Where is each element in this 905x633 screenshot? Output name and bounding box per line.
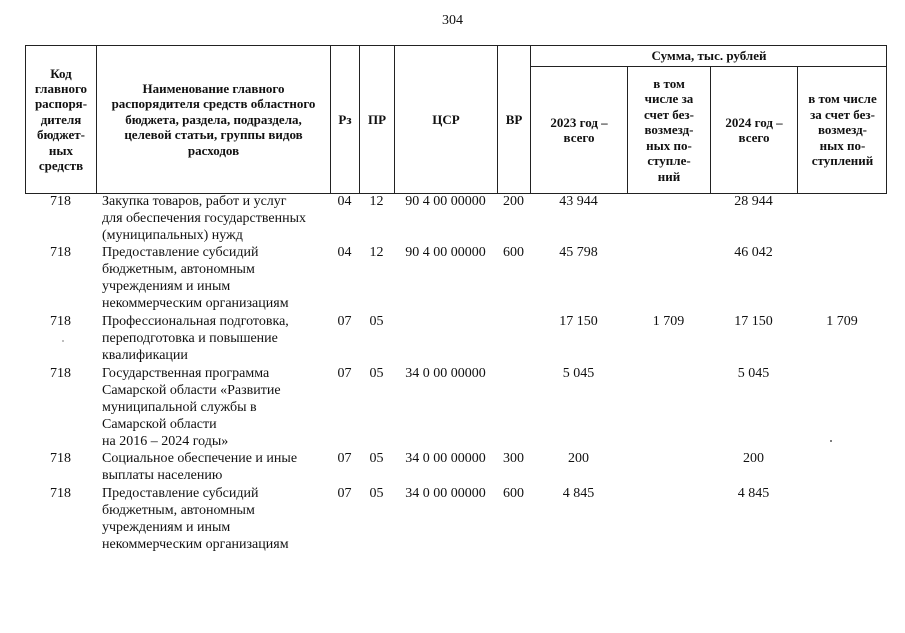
cell-csr: 34 0 00 00000 (405, 366, 486, 381)
cell-y2023: 17 150 (559, 314, 598, 329)
cell-vr: 300 (503, 451, 524, 466)
cell-vr: 600 (503, 245, 524, 260)
cell-y2024: 5 045 (737, 366, 770, 381)
cell-rz: 07 (337, 486, 352, 501)
header-2023-free: в том числе за счет без-возмезд-ных по-ступле-ний (644, 76, 694, 184)
cell-y2023: 5 045 (562, 366, 595, 381)
cell-name: Государственная программа Самарской области «Развитие муниципальной службы в Самарской области на 2016 – 2024 годы» (102, 366, 281, 449)
cell-y2023: 200 (568, 451, 589, 466)
cell-y2024: 28 944 (734, 194, 773, 209)
cell-rz: 04 (337, 245, 352, 260)
cell-pr: 05 (369, 486, 384, 501)
header-pr: ПР (367, 111, 387, 127)
cell-rz: 04 (337, 194, 352, 209)
header-sum-group: Сумма, тыс. рублей (651, 48, 767, 64)
cell-pr: 05 (369, 366, 384, 381)
header-2024-total: 2024 год – всего (725, 114, 783, 145)
header-code: Код главного распоря-дителя бюджет-ных средств (34, 65, 88, 174)
cell-y2024-free: 1 709 (826, 314, 858, 329)
cell-name: Социальное обеспечение и иные выплаты населению (102, 451, 298, 483)
cell-csr: 90 4 00 00000 (405, 245, 486, 260)
cell-rz: 07 (337, 366, 352, 381)
cell-y2023: 45 798 (559, 245, 598, 260)
header-rz: Рз (338, 111, 352, 127)
cell-name: Предоставление субсидий бюджетным, автономным учреждениям и иным некоммерческим организациям (102, 245, 289, 311)
cell-csr: 34 0 00 00000 (405, 486, 486, 501)
cell-y2024: 200 (743, 451, 764, 466)
cell-rz: 07 (337, 451, 352, 466)
cell-pr: 05 (369, 314, 384, 329)
cell-name: Предоставление субсидий бюджетным, автономным учреждениям и иным некоммерческим организациям (102, 486, 289, 552)
page-number: 304 (442, 13, 463, 28)
cell-y2024: 17 150 (734, 314, 773, 329)
cell-y2024: 46 042 (734, 245, 773, 260)
cell-pr: 05 (369, 451, 384, 466)
cell-vr: 200 (503, 194, 524, 209)
cell-code: 718 (50, 194, 71, 209)
scan-speck (62, 340, 64, 342)
header-csr: ЦСР (432, 111, 460, 127)
cell-name: Профессиональная подготовка, переподготовка и повышение квалификации (102, 314, 289, 363)
header-vr: ВР (505, 111, 523, 127)
cell-y2023: 4 845 (562, 486, 595, 501)
cell-code: 718 (50, 314, 71, 329)
header-2023-total: 2023 год – всего (550, 114, 608, 145)
cell-pr: 12 (369, 245, 384, 260)
cell-name: Закупка товаров, работ и услуг для обеспечения государственных (муниципальных) нужд (102, 194, 306, 243)
cell-code: 718 (50, 486, 71, 501)
cell-code: 718 (50, 366, 71, 381)
header-name: Наименование главного распорядителя средств областного бюджета, раздела, подраздела, целевой статьи, группы видов расходов (111, 80, 316, 158)
cell-code: 718 (50, 451, 71, 466)
cell-y2023: 43 944 (559, 194, 598, 209)
cell-rz: 07 (337, 314, 352, 329)
cell-pr: 12 (369, 194, 384, 209)
cell-y2023-free: 1 709 (652, 314, 685, 329)
cell-vr: 600 (503, 486, 524, 501)
cell-csr: 90 4 00 00000 (405, 194, 486, 209)
scan-speck (830, 440, 832, 442)
header-2024-free: в том числе за счет без-возмезд-ных по-ступлений (808, 91, 877, 169)
cell-csr: 34 0 00 00000 (405, 451, 486, 466)
cell-y2024: 4 845 (737, 486, 770, 501)
cell-code: 718 (50, 245, 71, 260)
